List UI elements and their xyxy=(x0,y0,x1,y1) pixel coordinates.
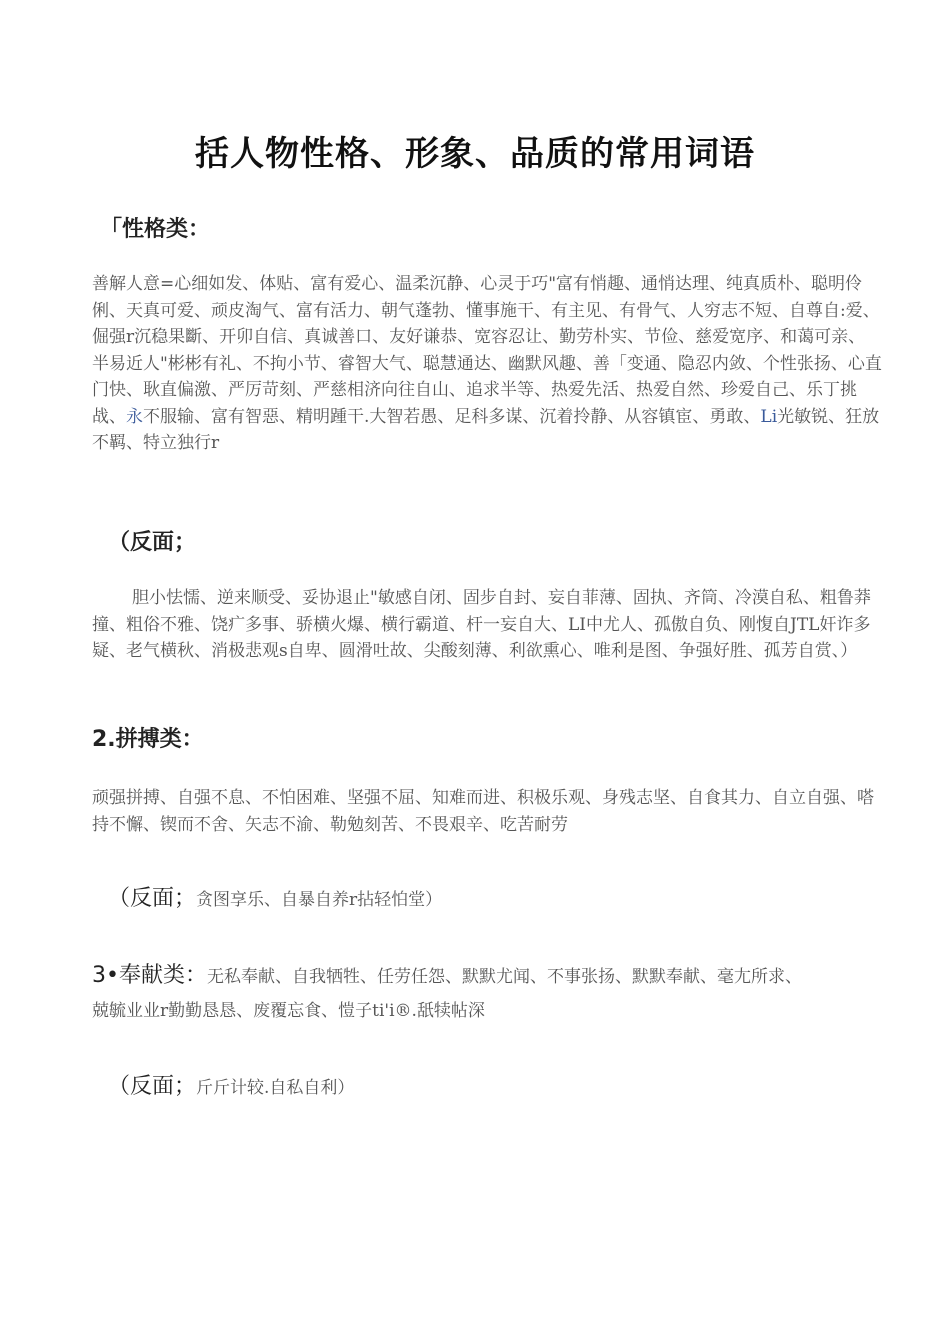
section-heading-dedication: 3•奉献类： xyxy=(92,963,207,988)
section-heading-character-negative: （反面； xyxy=(108,530,197,555)
section-heading-striving: 2.拼搏类： xyxy=(92,727,204,752)
section-line-dedication xyxy=(92,958,802,989)
section-paragraph-character-negative: 胆小怯懦、逆来顺受、妥协退止"敏感自闭、固步自封、妄自菲薄、固执、齐筒、冷漠自私、粗鲁莽撞、粗俗不雅、饶疒多事、骄横火爆、横行霸道、杆一妄自大、LI中尤人、孤傲自负、刚愎自JTL奸诈多疑、老气横秋、消极悲观s自卑、圆滑吐故、尖酸刻薄、利欲熏心、唯利是图、争强好胜、孤芳自赏、） xyxy=(92,588,871,661)
paragraph-text: 永 xyxy=(126,406,143,427)
paragraph-text: 善解人意=心细如发、体贴、富有爱心、温柔沉静、心灵于巧"富有悄趣、通悄达理、纯真质朴、聪明伶俐、天真可爱、顽皮淘气、富有活力、朝气蓬勃、懂事施干、有主见、有骨气、人穷志不短、自尊自:爱、倔强r沉稳果斷、开卯自信、真诚善口、友好谦恭、宽容忍让、勤劳朴实、节俭、慈爱宽序、和蔼可亲、半易近人"彬彬有礼、不拘小节、睿智大气、聪慧通达、幽默风趣、善「变通、隐忍内敛、个性张扬、心直门快、耿直偏激、严厉苛刻、严慈相济向往自山、追求半等、热爱先活、热爱自然、珍爱自己、乐丁挑战、 xyxy=(92,274,882,427)
section-inline-text: 贪图享乐、自暴自养r拈轻怕堂） xyxy=(196,890,443,910)
section-heading-character: 「性格类： xyxy=(100,217,211,242)
document-title: 括人物性格、形象、品质的常用词语 xyxy=(195,134,755,174)
paragraph-text: Li xyxy=(760,406,778,427)
section-paragraph-dedication: 兢毓业业r勤勤恳恳、废覆忘食、愷子ti'i®.舐犊帖深 xyxy=(92,1001,485,1021)
section-paragraph-character xyxy=(92,271,882,457)
section-heading-dedication-negative: （反面； xyxy=(108,1074,197,1099)
paragraph-text: 不服输、富有智惡、精明踵干.大智若愚、足科多谋、沉着拎静、从容镇宦、勇敢、 xyxy=(143,406,761,427)
section-line-dedication-negative xyxy=(108,1069,354,1100)
section-heading-striving-negative: （反面； xyxy=(108,886,197,911)
section-paragraph-striving: 顽强拼搏、自强不息、不怕困难、坚强不屈、知难而进、积极乐观、身残志坚、自食其力、自立自强、嗒持不懈、锲而不舍、矢志不渝、勒勉刻苦、不畏艰辛、吃苦耐劳 xyxy=(92,788,874,835)
paragraph-text: 光敏锐、狂放不羁、特立独行r xyxy=(92,406,880,453)
section-inline-text: 斤斤计较.自私自利） xyxy=(196,1078,355,1098)
section-inline-text: 无私奉献、自我牺牲、任劳任怨、默默尤闻、不事张扬、默默奉献、毫尢所求、 xyxy=(206,967,802,987)
section-line-striving-negative xyxy=(108,881,442,912)
